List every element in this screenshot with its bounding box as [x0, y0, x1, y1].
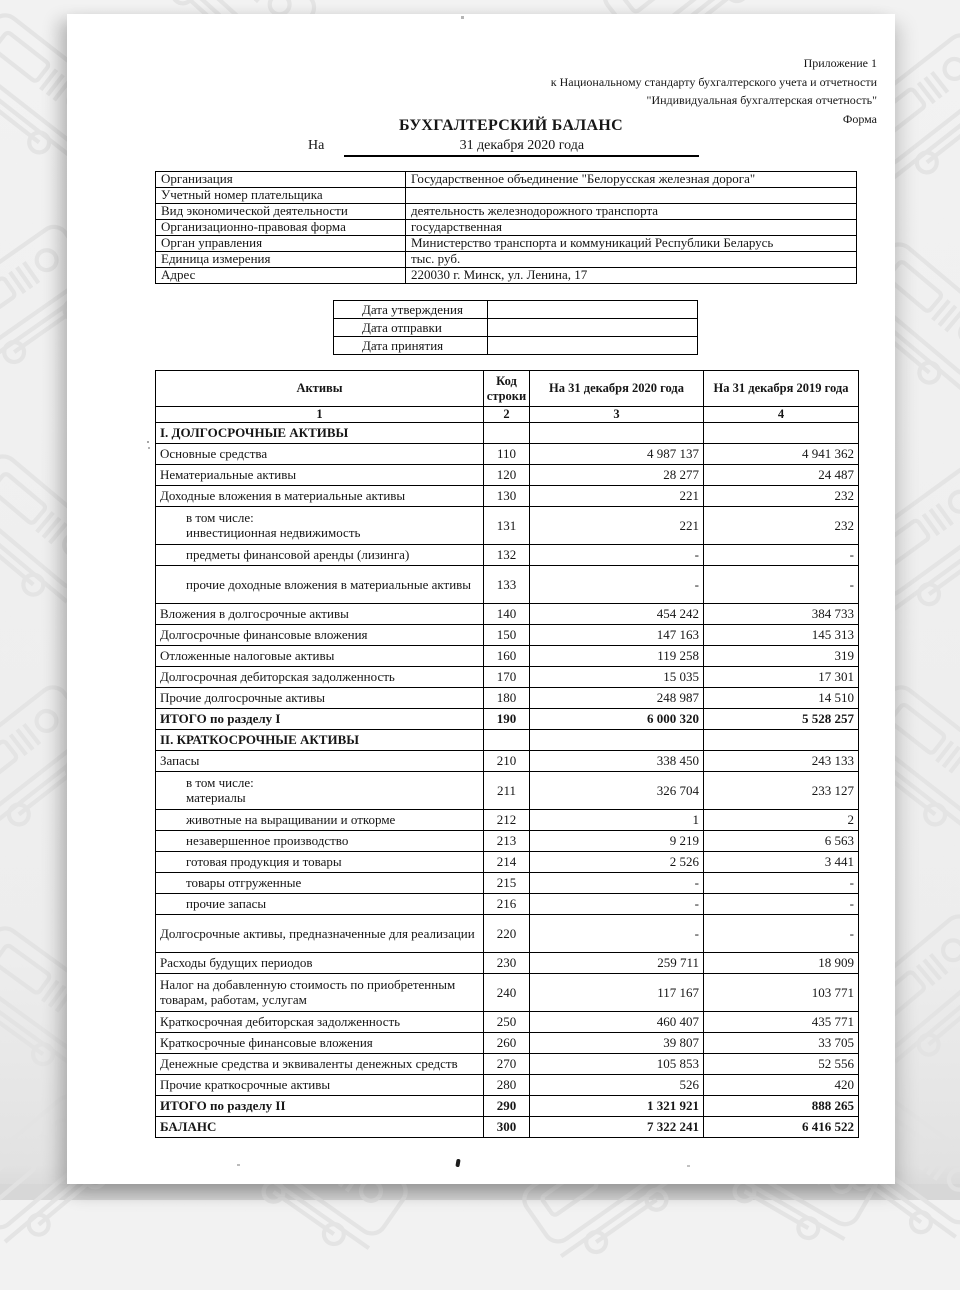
- cell-2020: 119 258: [530, 645, 704, 666]
- cell-2020: 221: [530, 485, 704, 506]
- cell-code: 280: [484, 1074, 530, 1095]
- cell-code: 160: [484, 645, 530, 666]
- cell-code: 240: [484, 973, 530, 1011]
- org-label: Орган управления: [156, 236, 406, 252]
- cell-code: 216: [484, 893, 530, 914]
- table-row: [156, 603, 859, 624]
- table-row: [334, 337, 698, 355]
- cell-2019: 384 733: [704, 603, 859, 624]
- cell-label: ИТОГО по разделу II: [156, 1095, 484, 1116]
- cell-2019: 232: [704, 506, 859, 544]
- cell-2019: 18 909: [704, 952, 859, 973]
- table-row: [334, 319, 698, 337]
- section-row: [156, 422, 859, 443]
- cell-2020: -: [530, 872, 704, 893]
- col-header-2020: На 31 декабря 2020 года: [530, 371, 704, 407]
- cell-2019: -: [704, 872, 859, 893]
- balance-total-row: [156, 1116, 859, 1137]
- cell-2019: 243 133: [704, 750, 859, 771]
- scan-artifact: [687, 1165, 690, 1167]
- cell-2019: 52 556: [704, 1053, 859, 1074]
- table-row: [156, 268, 857, 284]
- cell-2019: -: [704, 893, 859, 914]
- total-row: [156, 1095, 859, 1116]
- cell-label: Налог на добавленную стоимость по приобретенным товарам, работам, услугам: [156, 973, 484, 1011]
- table-row: [156, 485, 859, 506]
- scan-artifact: [461, 16, 464, 19]
- document-title: БУХГАЛТЕРСКИЙ БАЛАНС: [399, 117, 623, 134]
- cell-2019: 103 771: [704, 973, 859, 1011]
- org-label: Учетный номер плательщика: [156, 188, 406, 204]
- cell-2019: 5 528 257: [704, 708, 859, 729]
- col-number: 4: [704, 407, 859, 423]
- appendix-line: "Индивидуальная бухгалтерская отчетность": [646, 93, 877, 107]
- cell-label: Основные средства: [156, 443, 484, 464]
- cell-2019: 6 563: [704, 830, 859, 851]
- cell-2019: 435 771: [704, 1011, 859, 1032]
- org-label: Организационно-правовая форма: [156, 220, 406, 236]
- org-value: [406, 188, 857, 204]
- table-row: [156, 1053, 859, 1074]
- table-row: [156, 236, 857, 252]
- table-row: [156, 506, 859, 544]
- table-row: [156, 645, 859, 666]
- col-number: 3: [530, 407, 704, 423]
- table-row: [156, 220, 857, 236]
- table-row: [156, 1032, 859, 1053]
- cell-2020: 460 407: [530, 1011, 704, 1032]
- table-row: [156, 188, 857, 204]
- org-value: Министерство транспорта и коммуникаций Республики Беларусь: [406, 236, 857, 252]
- cell-2019: 4 941 362: [704, 443, 859, 464]
- sub-label: материалы: [186, 790, 246, 806]
- cell-2020: 326 704: [530, 771, 704, 809]
- cell-2019: 14 510: [704, 687, 859, 708]
- appendix-line: Форма: [842, 111, 877, 126]
- section-title: II. КРАТКОСРОЧНЫЕ АКТИВЫ: [156, 729, 484, 750]
- table-row: [156, 872, 859, 893]
- cell-2019: -: [704, 565, 859, 603]
- cell-code: 220: [484, 914, 530, 952]
- org-label: Вид экономической деятельности: [156, 204, 406, 220]
- column-number-row: [156, 407, 859, 423]
- table-row: [156, 624, 859, 645]
- cell-code: 130: [484, 485, 530, 506]
- report-date-line: [308, 138, 699, 157]
- table-row: [156, 443, 859, 464]
- cell-2020: 248 987: [530, 687, 704, 708]
- report-date: 31 декабря 2020 года: [344, 138, 699, 157]
- cell-label: Прочие долгосрочные активы: [156, 687, 484, 708]
- cell-2020: 4 987 137: [530, 443, 704, 464]
- table-row: [156, 973, 859, 1011]
- cell-code: 190: [484, 708, 530, 729]
- col-number: 1: [156, 407, 484, 423]
- cell-code: 131: [484, 506, 530, 544]
- org-value: Государственное объединение "Белорусская железная дорога": [406, 172, 857, 188]
- appendix-line: Приложение 1: [803, 56, 877, 70]
- total-row: [156, 708, 859, 729]
- cell-label: Долгосрочная дебиторская задолженность: [156, 666, 484, 687]
- cell-code: 290: [484, 1095, 530, 1116]
- org-value: государственная: [406, 220, 857, 236]
- section-row: [156, 729, 859, 750]
- cell-2019: 3 441: [704, 851, 859, 872]
- scan-artifact: [148, 447, 150, 449]
- cell-2020: 39 807: [530, 1032, 704, 1053]
- cell-code: 300: [484, 1116, 530, 1137]
- cell-2020: -: [530, 893, 704, 914]
- sub-label-prefix: в том числе:: [186, 509, 254, 525]
- cell-2019: 232: [704, 485, 859, 506]
- cell-label: Краткосрочные финансовые вложения: [156, 1032, 484, 1053]
- cell-label: Долгосрочные финансовые вложения: [156, 624, 484, 645]
- table-row: [156, 666, 859, 687]
- table-row: [334, 301, 698, 319]
- cell-2020: 526: [530, 1074, 704, 1095]
- cell-code: 230: [484, 952, 530, 973]
- document-page: [67, 14, 895, 1184]
- cell-label: Вложения в долгосрочные активы: [156, 603, 484, 624]
- cell-label: Краткосрочная дебиторская задолженность: [156, 1011, 484, 1032]
- cell-2020: 6 000 320: [530, 708, 704, 729]
- cell-2020: -: [530, 544, 704, 565]
- sub-label: инвестиционная недвижимость: [186, 525, 361, 541]
- cell-code: 210: [484, 750, 530, 771]
- col-header-2019: На 31 декабря 2019 года: [704, 371, 859, 407]
- cell-label: Доходные вложения в материальные активы: [156, 485, 484, 506]
- cell-2019: 17 301: [704, 666, 859, 687]
- cell-code: 211: [484, 771, 530, 809]
- cell-empty: [484, 422, 530, 443]
- cell-label: предметы финансовой аренды (лизинга): [156, 544, 484, 565]
- col-header-code: Код строки: [484, 371, 530, 407]
- cell-code: 132: [484, 544, 530, 565]
- header-row: [156, 371, 859, 407]
- cell-code: 170: [484, 666, 530, 687]
- date-value: [488, 319, 698, 337]
- org-label: Адрес: [156, 268, 406, 284]
- cell-label: ИТОГО по разделу I: [156, 708, 484, 729]
- appendix-line: к Национальному стандарту бухгалтерского учета и отчетности: [550, 74, 877, 89]
- cell-label: Прочие краткосрочные активы: [156, 1074, 484, 1095]
- org-value: деятельность железнодорожного транспорта: [406, 204, 857, 220]
- col-number: 2: [484, 407, 530, 423]
- cell-label: незавершенное производство: [156, 830, 484, 851]
- cell-code: 180: [484, 687, 530, 708]
- table-row: [156, 544, 859, 565]
- cell-2020: 1 321 921: [530, 1095, 704, 1116]
- table-row: [156, 687, 859, 708]
- cell-2019: 24 487: [704, 464, 859, 485]
- date-label: Дата отправки: [334, 319, 488, 337]
- cell-code: 150: [484, 624, 530, 645]
- cell-2020: 259 711: [530, 952, 704, 973]
- cell-code: 110: [484, 443, 530, 464]
- cell-code: 215: [484, 872, 530, 893]
- cell-2019: 145 313: [704, 624, 859, 645]
- cell-label: [156, 506, 484, 544]
- cell-2019: 2: [704, 809, 859, 830]
- table-row: [156, 893, 859, 914]
- org-info-table: [155, 171, 857, 284]
- cell-2020: 28 277: [530, 464, 704, 485]
- table-row: [156, 952, 859, 973]
- scan-artifact: [455, 1159, 460, 1168]
- org-value: тыс. руб.: [406, 252, 857, 268]
- cell-label: [156, 771, 484, 809]
- date-value: [488, 337, 698, 355]
- cell-label: прочие доходные вложения в материальные активы: [156, 565, 484, 603]
- cell-code: 213: [484, 830, 530, 851]
- cell-code: 140: [484, 603, 530, 624]
- cell-code: 214: [484, 851, 530, 872]
- cell-2019: 6 416 522: [704, 1116, 859, 1137]
- cell-empty: [704, 422, 859, 443]
- cell-code: 120: [484, 464, 530, 485]
- table-row: [156, 750, 859, 771]
- cell-label: Денежные средства и эквиваленты денежных средств: [156, 1053, 484, 1074]
- cell-2020: 454 242: [530, 603, 704, 624]
- date-label: Дата принятия: [334, 337, 488, 355]
- date-label: Дата утверждения: [334, 301, 488, 319]
- cell-2020: 7 322 241: [530, 1116, 704, 1137]
- cell-2020: 1: [530, 809, 704, 830]
- cell-empty: [484, 729, 530, 750]
- cell-label: готовая продукция и товары: [156, 851, 484, 872]
- cell-2020: 221: [530, 506, 704, 544]
- table-row: [156, 809, 859, 830]
- cell-code: 212: [484, 809, 530, 830]
- table-row: [156, 204, 857, 220]
- cell-code: 270: [484, 1053, 530, 1074]
- cell-2019: 420: [704, 1074, 859, 1095]
- table-row: [156, 1074, 859, 1095]
- table-row: [156, 1011, 859, 1032]
- cell-empty: [704, 729, 859, 750]
- cell-2020: -: [530, 565, 704, 603]
- table-row: [156, 830, 859, 851]
- date-prefix: На: [308, 138, 325, 153]
- cell-label: БАЛАНС: [156, 1116, 484, 1137]
- table-row: [156, 914, 859, 952]
- org-label: Единица измерения: [156, 252, 406, 268]
- table-row: [156, 172, 857, 188]
- scan-artifact: [237, 1164, 240, 1166]
- cell-2020: 15 035: [530, 666, 704, 687]
- table-row: [156, 771, 859, 809]
- scan-artifact: [147, 441, 149, 443]
- org-value: 220030 г. Минск, ул. Ленина, 17: [406, 268, 857, 284]
- sub-label-prefix: в том числе:: [186, 774, 254, 790]
- table-row: [156, 464, 859, 485]
- cell-empty: [530, 422, 704, 443]
- cell-code: 133: [484, 565, 530, 603]
- cell-2019: -: [704, 544, 859, 565]
- cell-2019: 233 127: [704, 771, 859, 809]
- cell-2020: 338 450: [530, 750, 704, 771]
- cell-2020: 117 167: [530, 973, 704, 1011]
- cell-label: товары отгруженные: [156, 872, 484, 893]
- cell-2020: 147 163: [530, 624, 704, 645]
- cell-2019: -: [704, 914, 859, 952]
- cell-empty: [530, 729, 704, 750]
- dates-table: [333, 300, 698, 355]
- cell-code: 260: [484, 1032, 530, 1053]
- cell-2020: 9 219: [530, 830, 704, 851]
- balance-table: [155, 370, 859, 1138]
- cell-2020: 105 853: [530, 1053, 704, 1074]
- cell-label: Нематериальные активы: [156, 464, 484, 485]
- cell-2019: 888 265: [704, 1095, 859, 1116]
- table-row: [156, 565, 859, 603]
- cell-label: Расходы будущих периодов: [156, 952, 484, 973]
- cell-label: Запасы: [156, 750, 484, 771]
- cell-label: животные на выращивании и откорме: [156, 809, 484, 830]
- col-header-assets: Активы: [156, 371, 484, 407]
- cell-2020: -: [530, 914, 704, 952]
- date-value: [488, 301, 698, 319]
- section-title: I. ДОЛГОСРОЧНЫЕ АКТИВЫ: [156, 422, 484, 443]
- cell-2019: 319: [704, 645, 859, 666]
- cell-label: Долгосрочные активы, предназначенные для реализации: [156, 914, 484, 952]
- cell-2020: 2 526: [530, 851, 704, 872]
- table-row: [156, 252, 857, 268]
- cell-label: Отложенные налоговые активы: [156, 645, 484, 666]
- org-label: Организация: [156, 172, 406, 188]
- table-row: [156, 851, 859, 872]
- cell-label: прочие запасы: [156, 893, 484, 914]
- cell-code: 250: [484, 1011, 530, 1032]
- cell-2019: 33 705: [704, 1032, 859, 1053]
